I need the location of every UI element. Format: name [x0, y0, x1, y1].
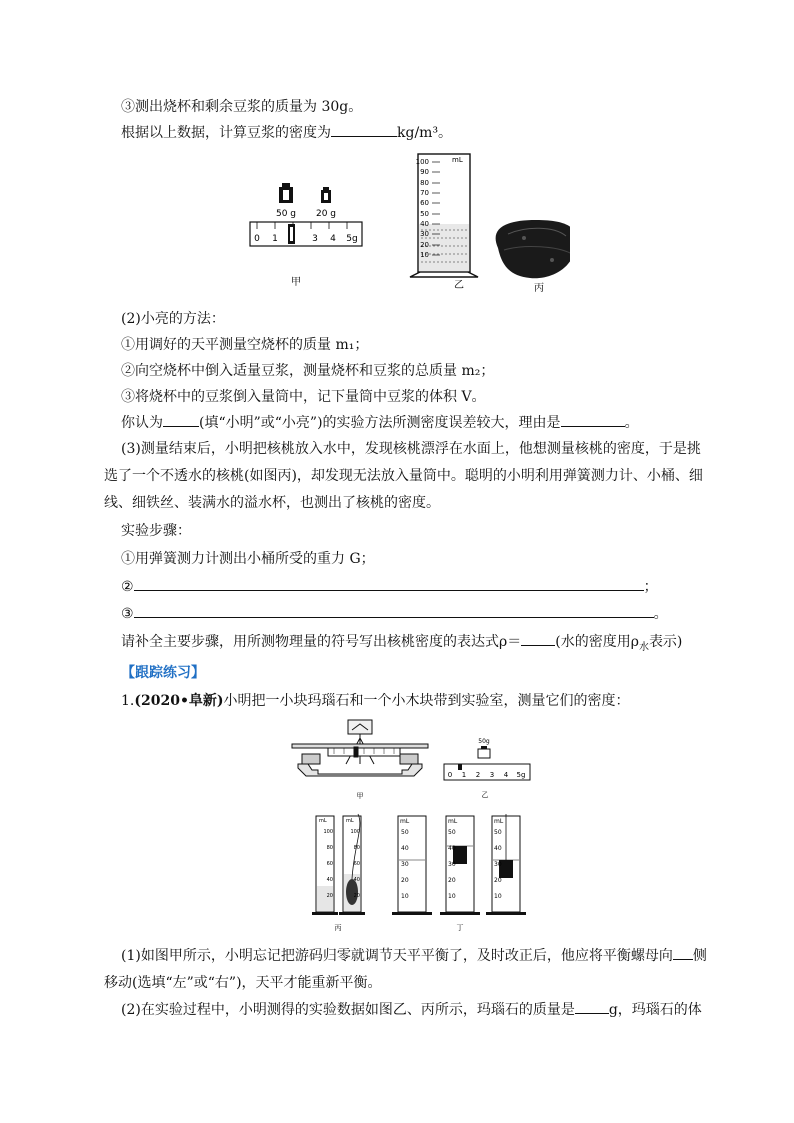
weight-50g-icon	[279, 183, 293, 203]
cyl-tick: 20	[326, 893, 333, 899]
cyl-tick: 40	[448, 845, 456, 852]
scale-tick-label: 3	[489, 771, 495, 779]
fig2-label-yi: 乙	[481, 791, 489, 799]
question-1-line-2: 移动(选填“左”或“右”)，天平才能重新平衡。	[104, 975, 382, 991]
scale-tick-label: 4	[330, 234, 336, 244]
cyl-tick: 40	[326, 877, 333, 883]
cyl-tick: 50	[401, 829, 409, 836]
scale-tick-label: 5g	[516, 771, 526, 779]
cyl-tick: 20	[401, 877, 409, 884]
error-question: 你认为 (填“小明”或“小亮”)的实验方法所测密度误差较大，理由是 。	[121, 415, 639, 431]
cyl-tick: 40	[401, 845, 409, 852]
cyl-tick: 10	[494, 893, 502, 900]
answer-blank[interactable]	[331, 124, 397, 137]
method-step-1: ①用调好的天平测量空烧杯的质量 m₁；	[121, 337, 369, 353]
cyl-tick: 20	[353, 893, 360, 899]
scale-tick-label: 3	[312, 234, 318, 244]
fig2-label-ding: 丁	[456, 924, 464, 932]
cylinder-ding-3	[486, 814, 526, 915]
label-jia: 甲	[291, 277, 301, 288]
cyl-tick: 30	[448, 861, 456, 868]
step-3-text: ③测出烧杯和剩余豆浆的质量为 30g。	[121, 99, 363, 115]
cyl-tick: 90	[420, 168, 429, 176]
cyl-tick: 30	[494, 861, 502, 868]
part3-line-3: 线、细铁丝、装满水的溢水杯，也测出了核桃的密度。	[104, 495, 440, 511]
cyl-tick: 30	[420, 230, 429, 238]
cyl-tick: 40	[353, 877, 360, 883]
scale-tick-label: 5g	[346, 234, 358, 244]
answer-blank[interactable]	[673, 947, 693, 960]
answer-blank[interactable]	[134, 578, 644, 591]
weight-50g-icon	[478, 746, 490, 758]
fig2-weight-label: 50g	[478, 738, 490, 745]
answer-blank[interactable]	[134, 605, 654, 618]
question-1-line-1: (1)如图甲所示，小明忘记把游码归零就调节天平平衡了，及时改正后，他应将平衡螺母向 侧	[121, 948, 707, 964]
cyl-tick: 100	[323, 829, 333, 835]
cylinder-ding-2	[440, 816, 480, 915]
label-yi: 乙	[454, 280, 464, 291]
balance-icon	[292, 720, 428, 776]
steps-title: 实验步骤：	[121, 523, 191, 539]
weight-b-label: 20 g	[315, 209, 337, 219]
follow-up-heading: 【跟踪练习】	[121, 665, 205, 681]
weight-20g-icon	[321, 187, 331, 203]
figure-1	[240, 150, 570, 295]
cyl-tick: 70	[420, 189, 429, 197]
cyl-tick: 40	[420, 220, 429, 228]
answer-blank[interactable]	[575, 1001, 609, 1014]
cyl-tick: 50	[448, 829, 456, 836]
fig2-rider	[458, 764, 462, 770]
unit-label: mL	[319, 818, 327, 824]
cyl-tick: 20	[494, 877, 502, 884]
scale-tick-label: 0	[254, 234, 260, 244]
label-bing: 丙	[534, 283, 544, 294]
scale-tick-label: 2	[475, 771, 481, 779]
question-2: (2)在实验过程中，小明测得的实验数据如图乙、丙所示，玛瑙石的质量是 g，玛瑙石的体	[121, 1002, 702, 1018]
figure-2	[288, 716, 536, 934]
scale-tick-label: 1	[272, 234, 278, 244]
part3-line-1: (3)测量结束后，小明把核桃放入水中，发现核桃漂浮在水面上，他想测量核桃的密度，于是挑	[121, 441, 701, 457]
method-step-2: ②向空烧杯中倒入适量豆浆，测量烧杯和豆浆的总质量 m₂；	[121, 363, 495, 379]
cyl-tick: 10	[401, 893, 409, 900]
exercise-1: 1.(2020•阜新)小明把一小块玛瑙石和一个小木块带到实验室，测量它们的密度：	[121, 693, 630, 709]
cyl-tick: 80	[420, 179, 429, 187]
cyl-tick: 40	[494, 845, 502, 852]
unit-label: mL	[400, 818, 410, 825]
weight-a-label: 50 g	[275, 209, 297, 219]
scale-tick-label: 1	[461, 771, 467, 779]
part3-line-2: 选了一个不透水的核桃(如图丙)，却发现无法放入量筒中。聪明的小明利用弹簧测力计、小桶、细	[104, 468, 703, 484]
scale-tick-label: 4	[503, 771, 509, 779]
unit-label: mL	[448, 818, 458, 825]
cyl-tick: 100	[415, 158, 429, 166]
cyl-tick: 20	[420, 241, 429, 249]
step-3: ③ 。	[121, 606, 668, 622]
method-title: (2)小亮的方法：	[121, 311, 225, 327]
step-2: ② ；	[121, 579, 658, 595]
cyl-tick: 60	[353, 861, 360, 867]
cyl-tick: 60	[420, 199, 429, 207]
step-1: ①用弹簧测力计测出小桶所受的重力 G；	[121, 551, 375, 567]
cylinder-unit: mL	[452, 156, 463, 164]
cyl-tick: 50	[494, 829, 502, 836]
answer-blank[interactable]	[561, 414, 625, 427]
cylinder-ding-1	[392, 816, 432, 915]
fig2-label-jia: 甲	[356, 792, 364, 800]
unit-label: mL	[494, 818, 504, 825]
fig2-label-bing: 丙	[334, 924, 342, 932]
unit-label: mL	[346, 818, 354, 824]
cyl-tick: 50	[420, 210, 429, 218]
density-expression: 请补全主要步骤，用所测物理量的符号写出核桃密度的表达式ρ＝ (水的密度用$\rho_水$表示)	[121, 634, 683, 653]
cyl-tick: 10	[420, 251, 429, 259]
density-question: 根据以上数据，计算豆浆的密度为 kg/m³。	[121, 125, 453, 141]
cyl-tick: 20	[448, 877, 456, 884]
balance-scale	[250, 222, 362, 246]
walnut-image	[496, 220, 570, 278]
cyl-tick: 80	[326, 845, 333, 851]
cyl-tick: 100	[350, 829, 360, 835]
cyl-tick: 10	[448, 893, 456, 900]
cyl-tick: 80	[353, 845, 360, 851]
scale-tick-label: 0	[447, 771, 453, 779]
cyl-tick: 60	[326, 861, 333, 867]
answer-blank[interactable]	[163, 414, 199, 427]
answer-blank[interactable]	[521, 633, 555, 646]
cyl-tick: 30	[401, 861, 409, 868]
method-step-3: ③将烧杯中的豆浆倒入量筒中，记下量筒中豆浆的体积 V。	[121, 389, 486, 405]
